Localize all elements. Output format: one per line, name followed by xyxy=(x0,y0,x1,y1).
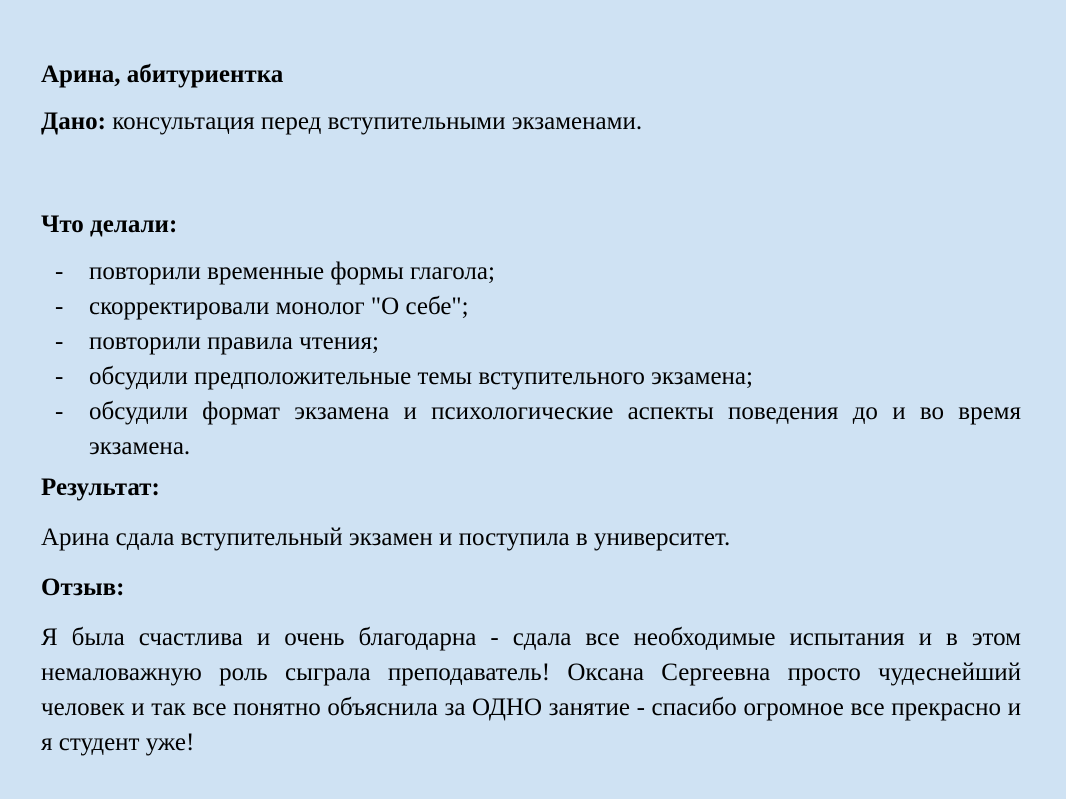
list-bullet: - xyxy=(55,398,64,425)
done-heading: Что делали: xyxy=(41,211,178,238)
list-item-text: повторили временные формы глагола; xyxy=(89,258,495,285)
review-heading: Отзыв: xyxy=(41,574,125,601)
list-item-text: повторили правила чтения; xyxy=(89,328,379,355)
list-item xyxy=(41,394,1021,464)
student-name: Арина, абитуриентка xyxy=(41,61,284,88)
list-item-text: обсудили предположительные темы вступительного экзамена; xyxy=(89,363,753,390)
given-line xyxy=(41,104,1021,139)
list-item xyxy=(41,254,1021,289)
given-label: Дано: xyxy=(41,108,106,135)
done-list xyxy=(41,254,1021,464)
review-text: Я была счастлива и очень благодарна - сдала все необходимые испытания и в этом немаловажную роль сыграла преподаватель! Оксана Сергеевна просто чудеснейший человек и так все понятно объяснила за ОДНО занятие - спасибо огромное все прекрасно и я студент уже! xyxy=(41,624,1021,756)
list-item-text: скорректировали монолог "О себе"; xyxy=(89,293,469,320)
list-item xyxy=(41,324,1021,359)
list-bullet: - xyxy=(55,293,64,320)
list-bullet: - xyxy=(55,328,64,355)
list-bullet: - xyxy=(55,363,64,390)
given-text: консультация перед вступительными экзаменами. xyxy=(112,108,643,135)
list-item-text: обсудили формат экзамена и психологические аспекты поведения до и во время экзамена. xyxy=(89,398,1021,460)
list-item xyxy=(41,289,1021,324)
result-heading: Результат: xyxy=(41,474,160,501)
list-bullet: - xyxy=(55,258,64,285)
list-item xyxy=(41,359,1021,394)
result-text: Арина сдала вступительный экзамен и поступила в университет. xyxy=(41,524,731,551)
